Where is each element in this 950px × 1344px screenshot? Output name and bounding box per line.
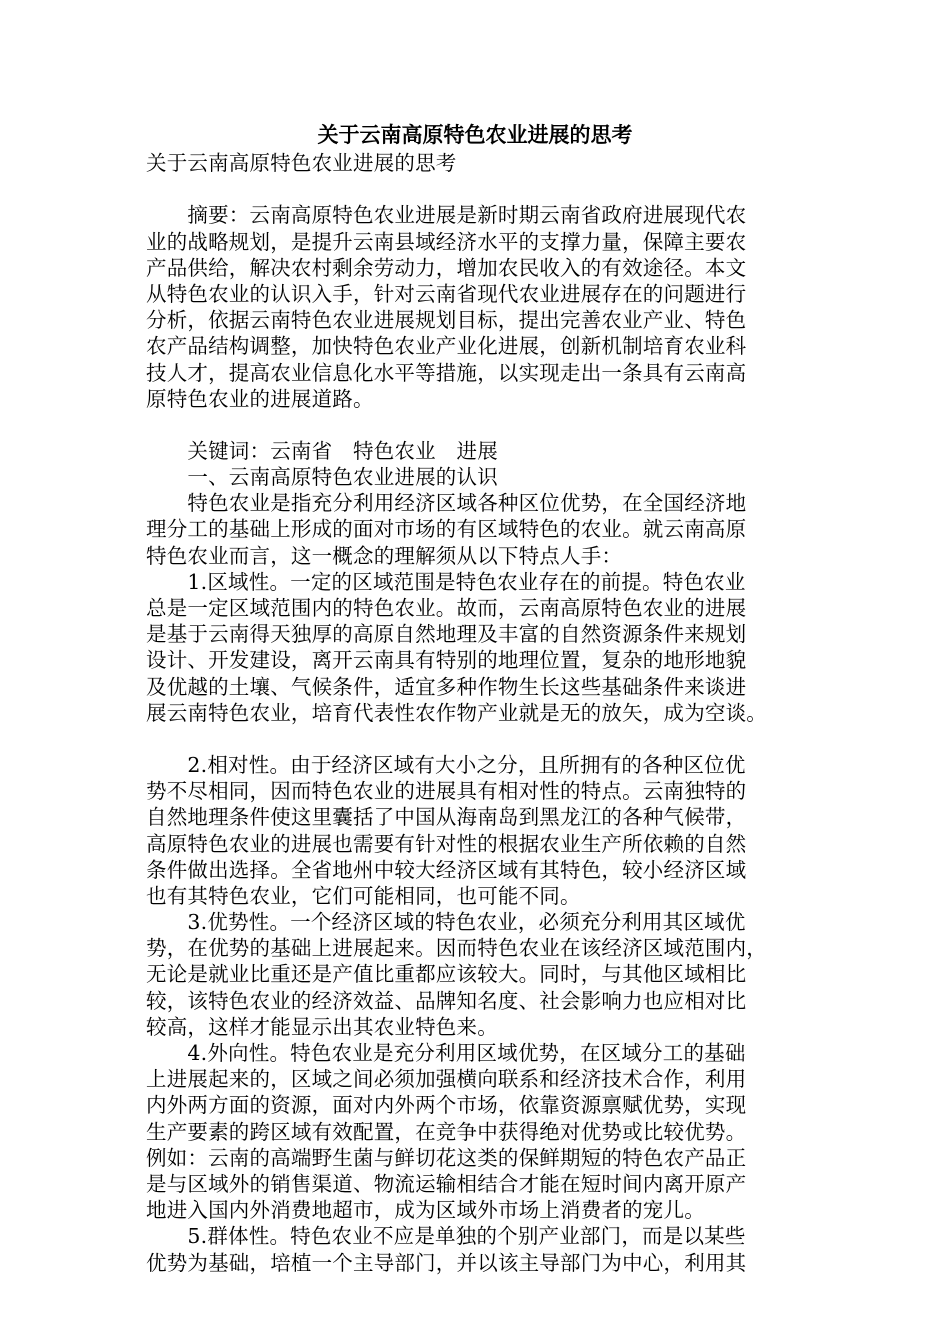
paragraph-line: 无论是就业比重还是产值比重都应该较大。同时，与其他区域相比: [146, 962, 747, 987]
abstract-line: 摘要：云南高原特色农业进展是新时期云南省政府进展现代农: [146, 203, 747, 228]
paragraph-line: 内外两方面的资源，面对内外两个市场，依靠资源禀赋优势，实现: [146, 1093, 747, 1118]
paragraph-line: 4.外向性。特色农业是充分利用区域优势，在区域分工的基础: [146, 1041, 746, 1065]
paragraph-line: 地进入国内外消费地超市，成为区域外市场上消费者的宠儿。: [146, 1198, 705, 1223]
paragraph-line: 优势为基础，培植一个主导部门，并以该主导部门为中心，利用其: [146, 1250, 747, 1275]
abstract-paragraph: [146, 202, 814, 412]
point-relative-paragraph: [146, 752, 814, 909]
abstract-line: 原特色农业的进展道路。: [146, 386, 374, 411]
paragraph-line: 5.群体性。特色农业不应是单独的个别产业部门，而是以某些: [146, 1224, 746, 1249]
paragraph-line: 势不尽相同，因而特色农业的进展具有相对性的特点。云南独特的: [146, 779, 747, 804]
document-body: [146, 150, 814, 1276]
paragraph-line: 3.优势性。一个经济区域的特色农业，必须充分利用其区域优: [146, 910, 746, 935]
document-title: 关于云南高原特色农业进展的思考: [317, 122, 633, 147]
paragraph-line: 生产要素的跨区域有效配置，在竞争中获得绝对优势或比较优势。: [146, 1119, 747, 1144]
paragraph-line: 高原特色农业的进展也需要有针对性的根据农业生产所依赖的自然: [146, 831, 747, 856]
point-advantage-paragraph: [146, 909, 814, 1040]
paragraph-line: 例如：云南的高端野生菌与鲜切花这类的保鲜期短的特色农产品正: [146, 1145, 747, 1170]
intro-paragraph: [146, 490, 814, 569]
document-subtitle: 关于云南高原特色农业进展的思考: [146, 151, 457, 175]
abstract-line: 从特色农业的认识入手，针对云南省现代农业进展存在的问题进行: [146, 281, 747, 306]
point-group-paragraph: [146, 1223, 814, 1275]
paragraph-line: 特色农业而言，这一概念的理解须从以下特点人手：: [146, 543, 623, 568]
paragraph-line: 展云南特色农业，培育代表性农作物产业就是无的放矢，成为空谈。: [146, 700, 767, 725]
paragraph-line: 是基于云南得天独厚的高原自然地理及丰富的自然资源条件来规划: [146, 622, 747, 647]
paragraph-line: 2.相对性。由于经济区域有大小之分，且所拥有的各种区位优: [146, 752, 746, 777]
paragraph-line: 也有其特色农业，它们可能相同，也可能不同。: [146, 883, 581, 908]
paragraph-line: 较高，这样才能显示出其农业特色来。: [146, 1014, 498, 1039]
abstract-line: 技人才，提高农业信息化水平等措施，以实现走出一条具有云南高: [146, 360, 747, 385]
point-regional-paragraph: [146, 569, 814, 726]
paragraph-gap: [146, 726, 814, 752]
paragraph-line: 设计、开发建设，离开云南具有特别的地理位置，复杂的地形地貌: [146, 648, 747, 673]
abstract-line: 农产品结构调整，加快特色农业产业化进展，创新机制培育农业科: [146, 334, 747, 359]
paragraph-line: 自然地理条件使这里囊括了中国从海南岛到黑龙江的各种气候带，: [146, 805, 747, 830]
keywords-line: 关键词：云南省 特色农业 进展: [146, 438, 498, 463]
abstract-line: 产品供给，解决农村剩余劳动力，增加农民收入的有效途径。本文: [146, 255, 747, 280]
blank-line: [146, 176, 814, 202]
section-heading: 一、云南高原特色农业进展的认识: [146, 465, 498, 490]
paragraph-line: 及优越的土壤、气候条件，适宜多种作物生长这些基础条件来谈进: [146, 674, 747, 699]
paragraph-line: 势，在优势的基础上进展起来。因而特色农业在该经济区域范围内，: [146, 936, 767, 961]
paragraph-gap: [146, 412, 814, 438]
paragraph-line: 总是一定区域范围内的特色农业。故而，云南高原特色农业的进展: [146, 596, 747, 620]
paragraph-line: 特色农业是指充分利用经济区域各种区位优势，在全国经济地: [146, 491, 747, 516]
paragraph-line: 理分工的基础上形成的面对市场的有区域特色的农业。就云南高原: [146, 517, 747, 542]
paragraph-line: 是与区域外的销售渠道、物流运输相结合才能在短时间内离开原产: [146, 1171, 747, 1196]
paragraph-line: 上进展起来的，区域之间必须加强横向联系和经济技术合作，利用: [146, 1067, 747, 1092]
paragraph-line: 较，该特色农业的经济效益、品牌知名度、社会影响力也应相对比: [146, 988, 747, 1013]
abstract-line: 业的战略规划，是提升云南县域经济水平的支撑力量，保障主要农: [146, 229, 747, 254]
abstract-line: 分析，依据云南特色农业进展规划目标，提出完善农业产业、特色: [146, 308, 747, 333]
point-outward-paragraph: [146, 1040, 814, 1223]
paragraph-line: 1.区域性。一定的区域范围是特色农业存在的前提。特色农业: [146, 569, 746, 594]
paragraph-line: 条件做出选择。全省地州中较大经济区域有其特色，较小经济区域: [146, 857, 747, 882]
